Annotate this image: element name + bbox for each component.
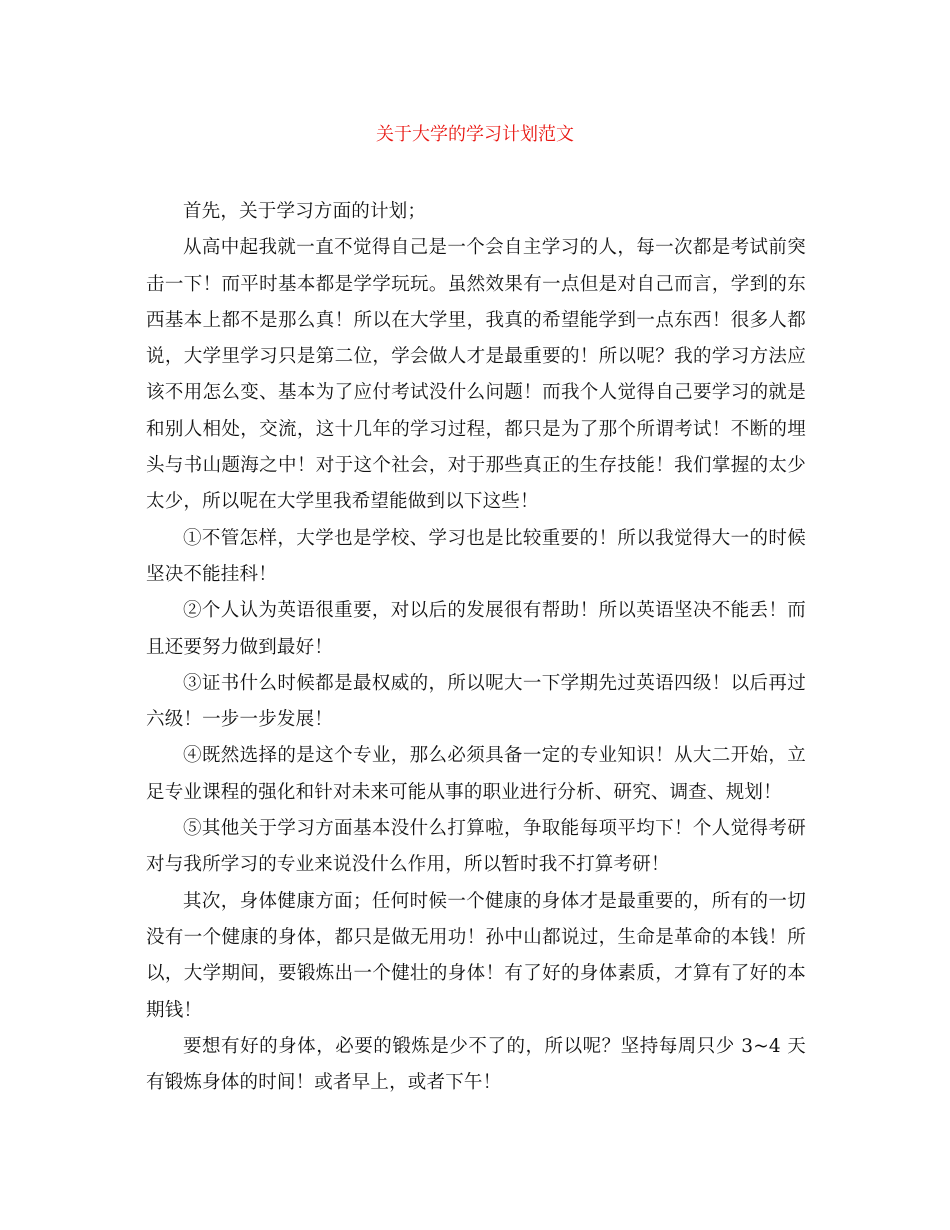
paragraph-health-plan: 其次，身体健康方面；任何时候一个健康的身体才是最重要的，所有的一切没有一个健康的身体，都只是做无用功！孙中山都说过，生命是革命的本钱！所以，大学期间，要锻炼出一个健壮的身体！有了好的身体素质，才算有了好的本期钱！ [146,890,806,1021]
document-body [146,194,806,1101]
document-title: 关于大学的学习计划范文 [376,124,574,145]
paragraph-item-3: ③证书什么时候都是最权威的，所以呢大一下学期先过英语四级！以后再过六级！一步一步发展！ [146,672,806,731]
paragraph-item-2: ②个人认为英语很重要，对以后的发展很有帮助！所以英语坚决不能丢！而且还要努力做到最好！ [146,600,806,658]
paragraph-item-4: ④既然选择的是这个专业，那么必须具备一定的专业知识！从大二开始，立足专业课程的强化和针对未来可能从事的职业进行分析、研究、调查、规划！ [146,745,806,803]
paragraph-item-1: ①不管怎样，大学也是学校、学习也是比较重要的！所以我觉得大一的时候坚决不能挂科！ [146,527,806,585]
paragraph-exercise-plan: 要想有好的身体，必要的锻炼是少不了的，所以呢？坚持每周只少 3~4 天有锻炼身体的时间！或者早上，或者下午！ [146,1035,806,1094]
paragraph-study-background: 从高中起我就一直不觉得自己是一个会自主学习的人，每一次都是考试前突击一下！而平时基本都是学学玩玩。虽然效果有一点但是对自己而言，学到的东西基本上都不是那么真！所以在大学里，我真的希望能学到一点东西！很多人都说，大学里学习只是第二位，学会做人才是最重要的！所以呢？我的学习方法应该不用怎么变、基本为了应付考试没什么问题！而我个人觉得自己要学习的就是和别人相处，交流，这十几年的学习过程，都只是为了那个所谓考试！不断的埋头与书山题海之中！对于这个社会，对于那些真正的生存技能！我们掌握的太少太少，所以呢在大学里我希望能做到以下这些！ [146,237,806,513]
paragraph-item-5: ⑤其他关于学习方面基本没什么打算啦，争取能每项平均下！个人觉得考研对与我所学习的专业来说没什么作用，所以暂时我不打算考研！ [146,818,806,876]
paragraph-study-plan-heading: 首先，关于学习方面的计划； [183,201,427,222]
